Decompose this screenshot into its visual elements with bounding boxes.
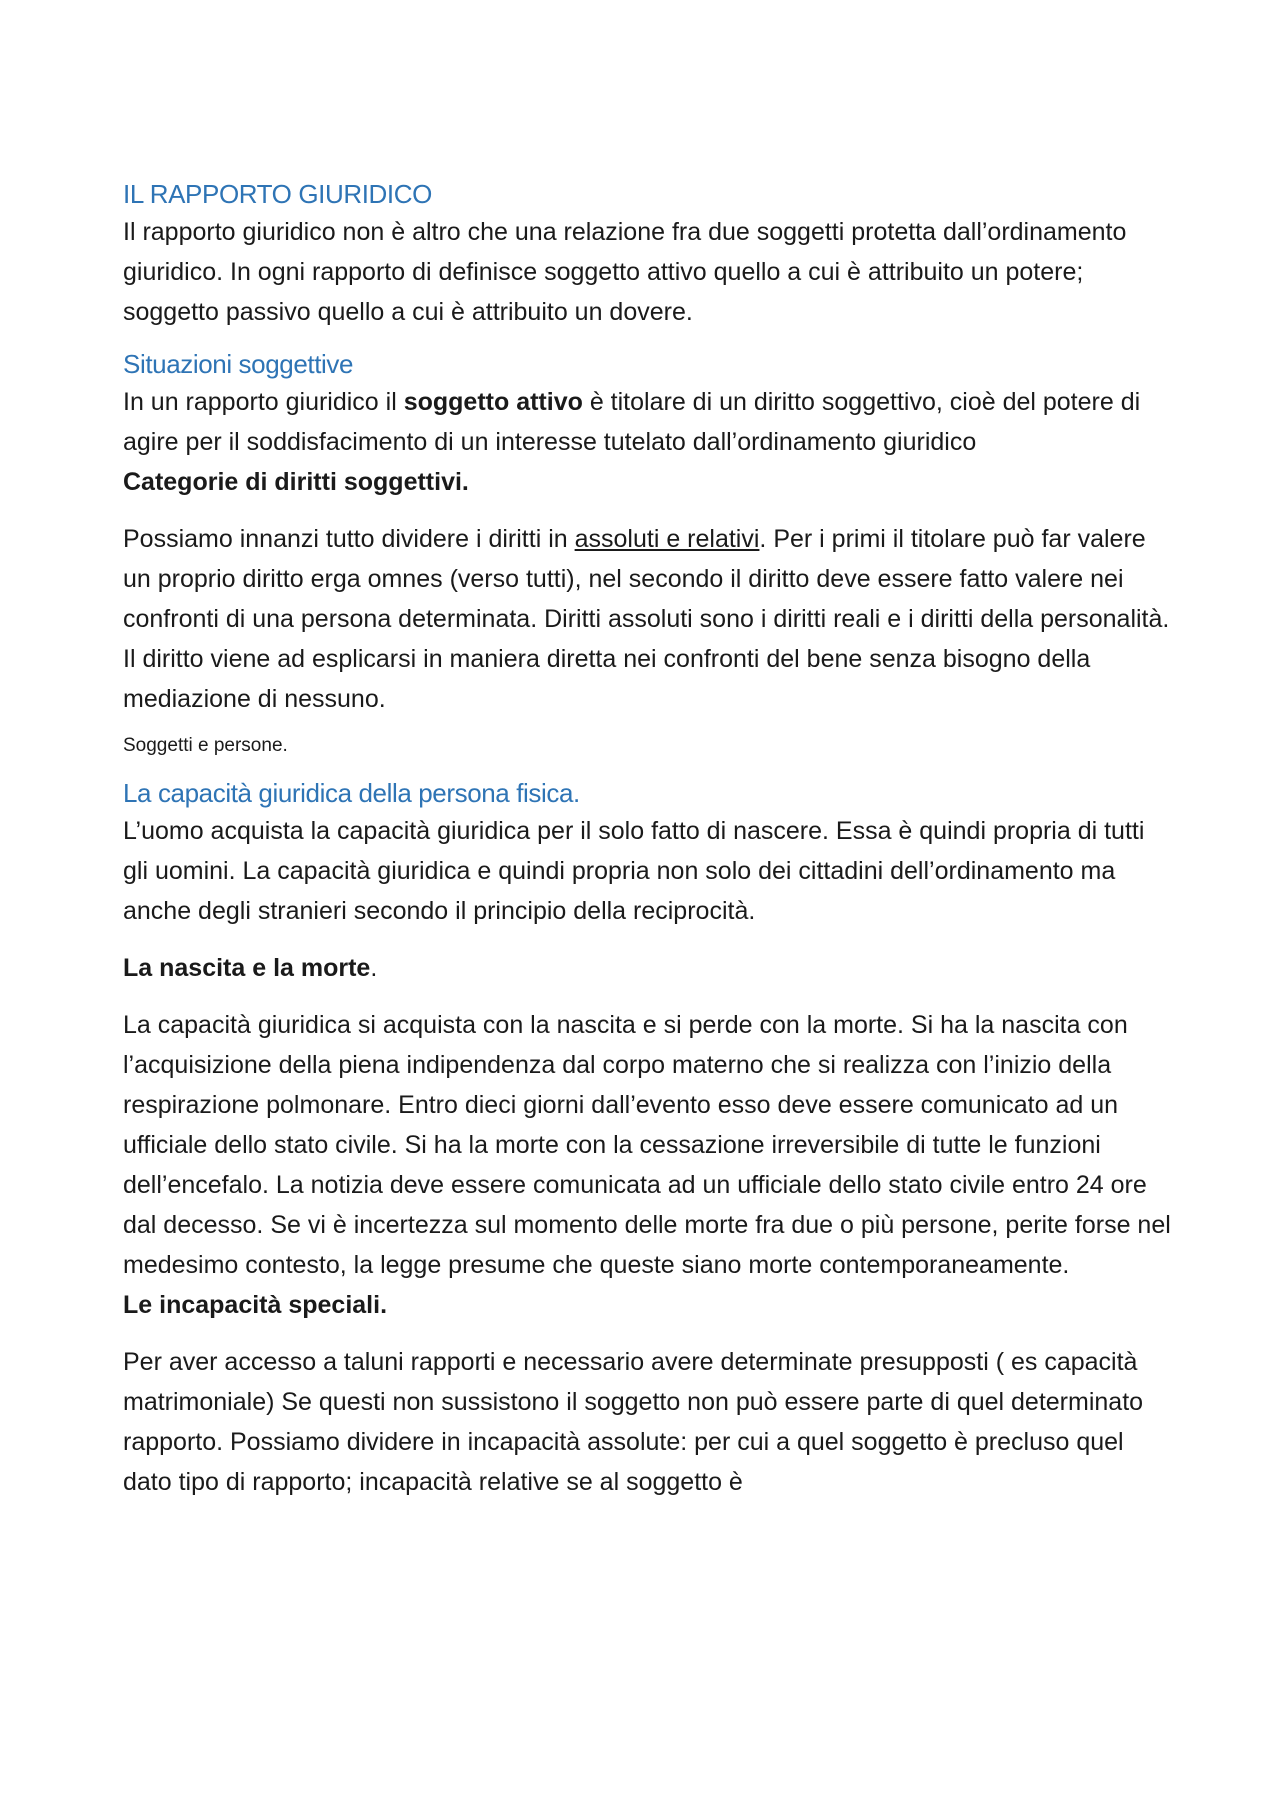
heading-incapacita-speciali: Le incapacità speciali. bbox=[123, 1291, 388, 1319]
heading-categorie: Categorie di diritti soggettivi. bbox=[123, 468, 469, 496]
categorie-underlined-term: assoluti e relativi bbox=[574, 525, 760, 553]
document-page bbox=[123, 176, 1173, 1502]
categorie-text-pre: Possiamo innanzi tutto dividere i diritti in bbox=[123, 525, 575, 553]
paragraph-categorie bbox=[123, 519, 1173, 719]
situazioni-bold-term: soggetto attivo bbox=[403, 388, 583, 416]
paragraph-rapporto: Il rapporto giuridico non è altro che una relazione fra due soggetti protetta dall’ordinamento giuridico. In ogni rapporto di definisce soggetto attivo quello a cui è attribuito un potere; soggetto passivo quello a cui è attribuito un dovere. bbox=[123, 218, 1127, 326]
heading-situazioni-soggettive: Situazioni soggettive bbox=[123, 349, 354, 379]
heading-nascita-morte bbox=[123, 948, 1173, 988]
label-soggetti-persone: Soggetti e persone. bbox=[123, 735, 288, 756]
situazioni-text-pre: In un rapporto giuridico il bbox=[123, 388, 404, 416]
nascita-title-bold: La nascita e la morte bbox=[123, 954, 371, 982]
heading-capacita-giuridica: La capacità giuridica della persona fisica. bbox=[123, 778, 580, 808]
paragraph-capacita: L’uomo acquista la capacità giuridica per il solo fatto di nascere. Essa è quindi propria di tutti gli uomini. La capacità giuridica e quindi propria non solo dei cittadini dell’ordinamento ma anche degli stranieri secondo il principio della reciprocità. bbox=[123, 817, 1145, 925]
paragraph-incapacita: Per aver accesso a taluni rapporti e necessario avere determinate presupposti ( es capacità matrimoniale) Se questi non sussistono il soggetto non può essere parte di quel determinato rapporto. Possiamo dividere in incapacità assolute: per cui a quel soggetto è precluso quel dato tipo di rapporto; incapacità relative se al soggetto è bbox=[123, 1348, 1144, 1496]
paragraph-nascita-morte: La capacità giuridica si acquista con la nascita e si perde con la morte. Si ha la nascita con l’acquisizione della piena indipendenza dal corpo materno che si realizza con l’inizio della respirazione polmonare. Entro dieci giorni dall’evento esso deve essere comunicato ad un ufficiale dello stato civile. Si ha la morte con la cessazione irreversibile di tutte le funzioni dell’encefalo. La notizia deve essere comunicata ad un ufficiale dello stato civile entro 24 ore dal decesso. Se vi è incertezza sul momento delle morte fra due o più persone, perite forse nel medesimo contesto, la legge presume che queste siano morte contemporaneamente. bbox=[123, 1011, 1171, 1279]
nascita-title-tail: . bbox=[370, 954, 378, 982]
situazioni-text-post: è titolare di un diritto soggettivo, cioè del potere di agire per il soddisfacimento di un interesse tutelato dall’ordinamento giuridico bbox=[123, 388, 1141, 456]
categorie-text-post: . Per i primi il titolare può far valere un proprio diritto erga omnes (verso tutti), nel secondo il diritto deve essere fatto valere nei confronti di una persona determinata. Diritti assoluti sono i diritti reali e i diritti della personalità. Il diritto viene ad esplicarsi in maniera diretta nei confronti del bene senza bisogno della mediazione di nessuno. bbox=[123, 525, 1170, 713]
paragraph-situazioni bbox=[123, 382, 1173, 462]
heading-rapporto-giuridico: IL RAPPORTO GIURIDICO bbox=[123, 179, 432, 209]
